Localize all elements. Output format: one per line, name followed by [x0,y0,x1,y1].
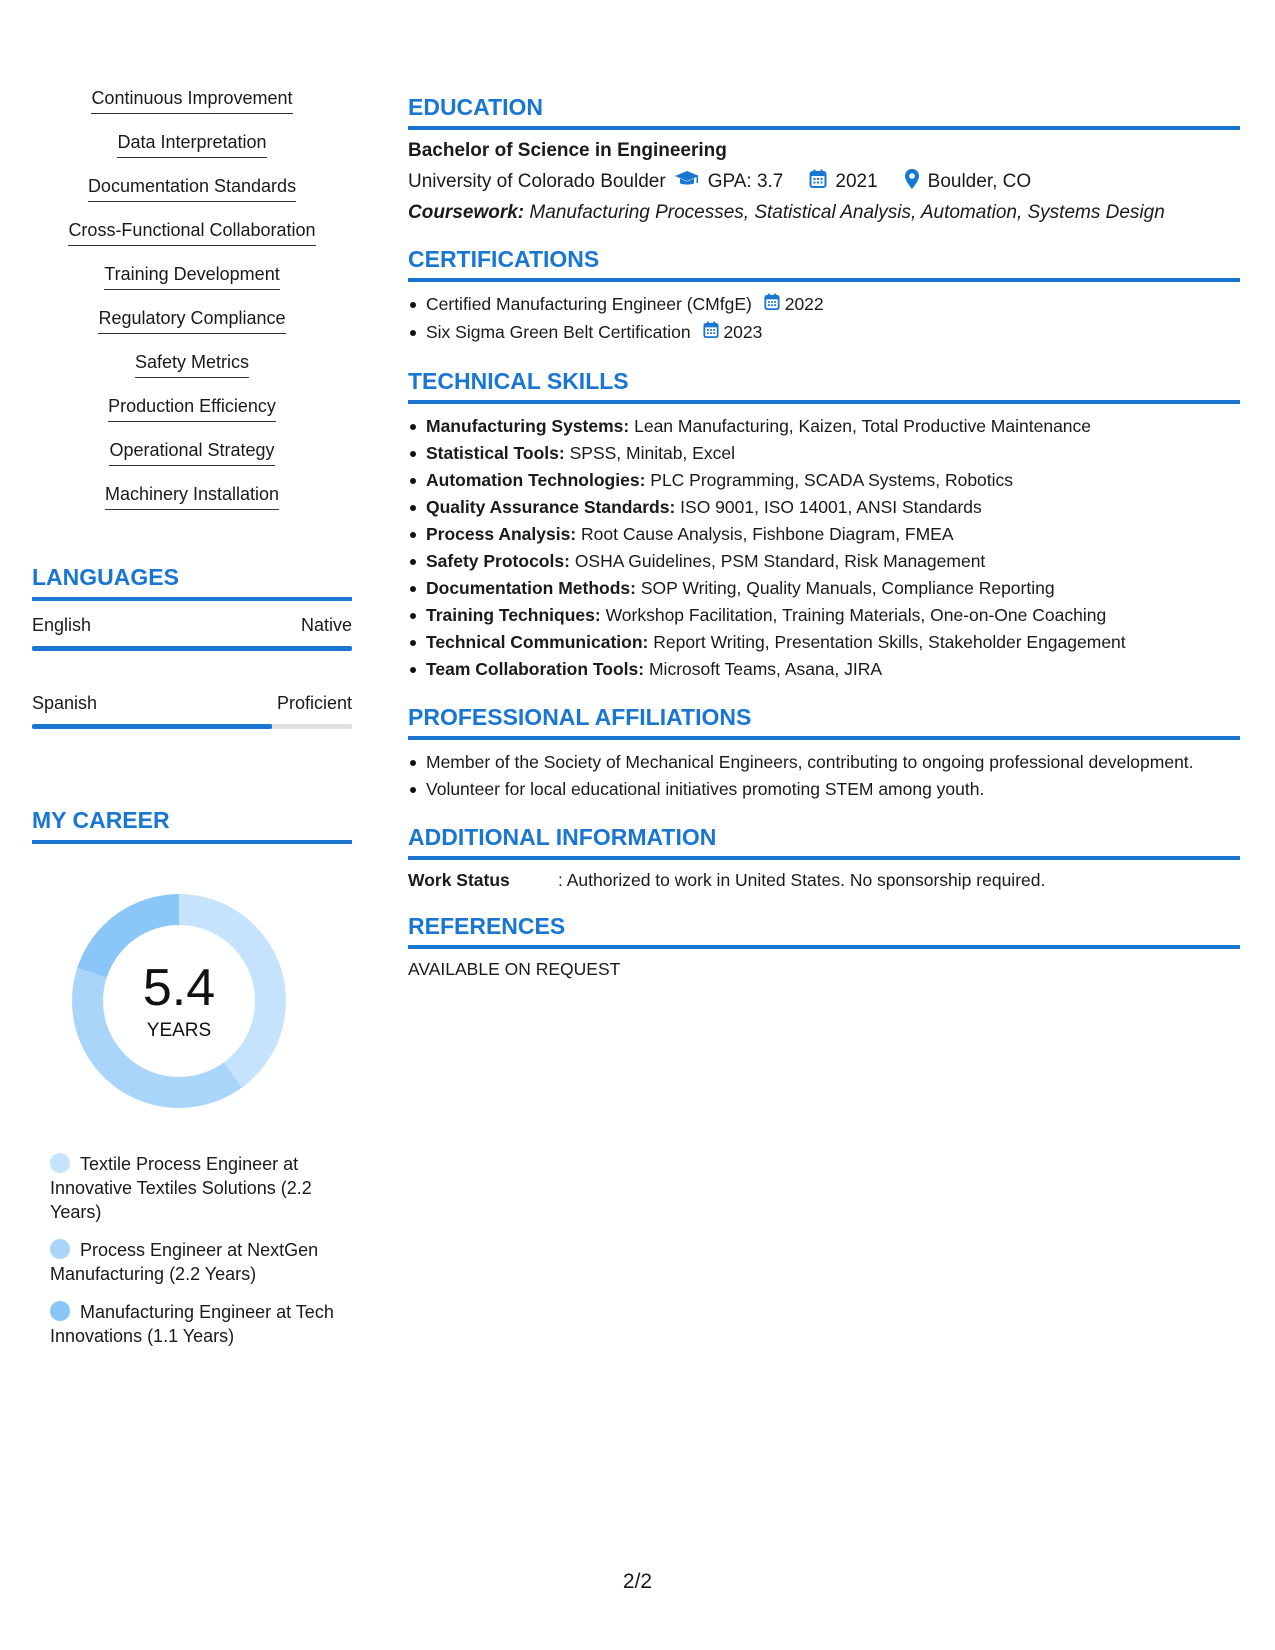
affiliation-item: Volunteer for local educational initiatives promoting STEM among youth. [408,777,1240,802]
affiliations-section [408,704,1240,802]
technical-skill-item [408,522,1240,547]
career-role-label: Manufacturing Engineer at Tech Innovations (1.1 Years) [50,1302,334,1346]
skill-item: Cross-Functional Collaboration [68,218,315,246]
technical-skill-item [408,414,1240,439]
career-role-label: Process Engineer at NextGen Manufacturing (2.2 Years) [50,1240,319,1284]
technical-skill-item [408,549,1240,574]
language-proficiency-fill [32,646,352,651]
coursework-list: Manufacturing Processes, Statistical Analysis, Automation, Systems Design [529,202,1165,223]
gpa: GPA: 3.7 [707,171,784,192]
career-donut-chart [66,888,292,1114]
career-legend-item [50,1300,340,1348]
skill-values: SOP Writing, Quality Manuals, Compliance Reporting [640,577,1055,598]
skill-item: Data Interpretation [117,130,266,158]
coursework-label: Coursework: [408,202,525,223]
language-level: Proficient [276,693,352,713]
skill-values: Root Cause Analysis, Fishbone Diagram, FMEA [581,523,954,544]
legend-dot [50,1153,70,1173]
skill-values: ISO 9001, ISO 14001, ANSI Standards [680,496,982,517]
skill-item: Documentation Standards [88,174,296,202]
certification-name: Six Sigma Green Belt Certification [426,321,691,342]
language-proficiency-bar [32,646,352,651]
school-location: Boulder, CO [927,171,1032,192]
education-heading: EDUCATION [408,94,1240,130]
career-role-label: Textile Process Engineer at Innovative Textiles Solutions (2.2 Years) [50,1154,312,1222]
skill-category: Training Techniques: [426,604,601,625]
skill-category: Team Collaboration Tools: [426,658,645,679]
legend-dot [50,1239,70,1259]
education-section [408,94,1240,224]
language-proficiency-fill [32,724,272,729]
language-name: Spanish [32,693,98,713]
calendar-icon [809,169,827,195]
technical-skills-section [408,368,1240,682]
skill-values: PLC Programming, SCADA Systems, Robotics [650,469,1014,490]
graduation-cap-icon [674,169,700,195]
legend-dot [50,1301,70,1321]
skill-item: Safety Metrics [135,350,249,378]
certifications-section [408,246,1240,346]
work-status-value: : Authorized to work in United States. No sponsorship required. [558,869,1046,890]
skill-item: Continuous Improvement [91,86,292,114]
references-section [408,913,1240,980]
career-legend-item [50,1238,340,1286]
certification-name: Certified Manufacturing Engineer (CMfgE) [426,294,752,314]
technical-skill-item [408,468,1240,493]
language-spanish [32,693,352,729]
language-english [32,615,352,651]
skill-values: Microsoft Teams, Asana, JIRA [648,658,883,679]
skill-values: Lean Manufacturing, Kaizen, Total Productive Maintenance [634,415,1092,436]
certification-item [408,292,1240,318]
map-pin-icon [904,168,920,196]
left-column [32,86,352,1362]
career-years-unit: YEARS [146,1020,212,1041]
work-status-label: Work Status [408,869,510,890]
skill-values: SPSS, Minitab, Excel [569,442,735,463]
skill-category: Quality Assurance Standards: [426,496,676,517]
skill-item: Production Efficiency [108,394,276,422]
page-number: 2/2 [622,1570,653,1593]
additional-info-section [408,824,1240,891]
skill-category: Documentation Methods: [426,577,636,598]
education-details [408,168,1240,196]
technical-skill-item [408,630,1240,655]
school-name: University of Colorado Boulder [408,171,666,192]
language-level: Native [300,615,352,635]
career-legend [50,1152,340,1348]
technical-skills-heading: TECHNICAL SKILLS [408,368,1240,404]
references-heading: REFERENCES [408,913,1240,949]
work-status-row [408,870,1240,891]
affiliations-heading: PROFESSIONAL AFFILIATIONS [408,704,1240,740]
references-text: AVAILABLE ON REQUEST [408,958,621,979]
career-heading: MY CAREER [32,807,352,844]
technical-skill-item [408,495,1240,520]
technical-skill-item [408,657,1240,682]
affiliation-item: Member of the Society of Mechanical Engineers, contributing to ongoing professional development. [408,750,1240,775]
skill-category: Statistical Tools: [426,442,565,463]
certification-item [408,320,1240,346]
skill-category: Manufacturing Systems: [426,415,630,436]
technical-skill-item [408,441,1240,466]
skills-list [32,86,352,526]
skill-values: Workshop Facilitation, Training Materials, One-on-One Coaching [605,604,1107,625]
career-legend-item [50,1152,340,1224]
skill-item: Regulatory Compliance [98,306,285,334]
technical-skill-item [408,603,1240,628]
languages-heading: LANGUAGES [32,564,352,601]
skill-values: Report Writing, Presentation Skills, Stakeholder Engagement [653,631,1126,652]
career-total-years: 5.4 [142,959,216,1017]
skill-category: Technical Communication: [426,631,649,652]
skill-category: Process Analysis: [426,523,577,544]
skill-item: Training Development [104,262,279,290]
calendar-icon [703,321,719,346]
certification-year: 2022 [784,294,824,314]
certification-year: 2023 [723,321,763,342]
graduation-year: 2021 [835,171,878,192]
right-column [408,94,1240,1002]
degree: Bachelor of Science in Engineering [408,140,727,161]
technical-skill-item [408,576,1240,601]
skill-item: Operational Strategy [109,438,274,466]
skill-category: Safety Protocols: [426,550,570,571]
skill-item: Machinery Installation [105,482,279,510]
language-proficiency-bar [32,724,352,729]
coursework [408,202,1240,224]
skill-values: OSHA Guidelines, PSM Standard, Risk Management [574,550,986,571]
calendar-icon [764,293,780,318]
language-name: English [32,615,92,635]
additional-info-heading: ADDITIONAL INFORMATION [408,824,1240,860]
skill-category: Automation Technologies: [426,469,646,490]
certifications-heading: CERTIFICATIONS [408,246,1240,282]
